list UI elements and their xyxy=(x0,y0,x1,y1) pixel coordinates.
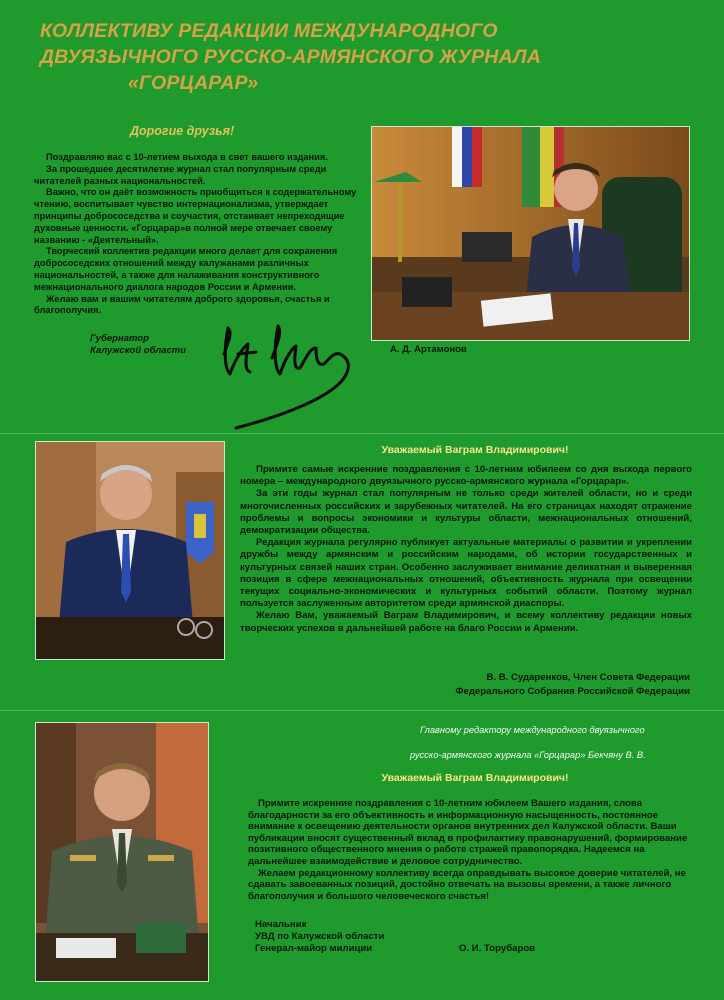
letter1-body xyxy=(34,152,364,317)
letter2-body xyxy=(240,464,692,635)
addressee-line: Главному редактору международного двуязычного xyxy=(420,725,645,735)
section-divider xyxy=(0,433,724,434)
signer-title-line: Губернатор xyxy=(90,333,149,344)
letter1-paragraph: Желаю вам и вашим читателям доброго здоровья, счастья и благополучия. xyxy=(34,293,330,316)
signer-line: Генерал-майор милиции xyxy=(255,943,373,954)
signer-title-line: Калужской области xyxy=(90,345,187,356)
letter2-signer xyxy=(360,671,690,699)
letter1-signer-title xyxy=(90,333,220,357)
letter3-body xyxy=(248,798,688,902)
letter1-paragraph: Важно, что он даёт возможность приобщиться к содержательному чтению, воспитывает чувство интернационализма, утверждает принципы добрососедства и соучастия, отстаивает непреходящие духовные ценности. «Горцарар»в полной мере отвечает своему названию - «Деятельный». xyxy=(34,187,357,245)
letter2-paragraph: Примите самые искренние поздравления с 10-летним юбилеем со дня выхода первого номера – международного двуязычного русско-армянского журнала «Горцарар». xyxy=(240,464,692,488)
letter2-paragraph: Редакция журнала регулярно публикует актуальные материалы о развитии и укреплении дружбы между армянским и российским народами, об истории государственных и культурных связей наших стран. Особенно заслуживает внимание деликатная и выверенная позиция в сфере межнациональных отношений, объективность журнала при освещении текущих социально-экономических и культурных событий области. Поэтому журнал пользуется заслуженным авторитетом среди армянской диаспоры. xyxy=(240,537,692,610)
letter3-signer-name: О. И. Торубаров xyxy=(459,943,536,954)
page-title xyxy=(40,18,640,96)
letter2-paragraph: Желаю Вам, уважаемый Ваграм Владимирович, и всему коллективу редакции новых творческих успехов в дальнейшей работе на благо России и Армении. xyxy=(240,610,692,634)
letter1-greeting: Дорогие друзья! xyxy=(130,124,235,138)
handwritten-signature xyxy=(212,318,372,430)
letter1-paragraph: Творческий коллектив редакции много делает для сохранения добрососедских отношений между калужанами различных национальностей, а также для налаживания конструктивного межнационального диалога народов России и Армении. xyxy=(34,246,338,292)
letter1-signer-name: А. Д. Артамонов xyxy=(390,344,467,355)
signer-line: Начальник xyxy=(255,919,307,930)
addressee-line: русско-армянского журнала «Горцарар» Бекчяну В. В. xyxy=(410,750,646,760)
governor-photo xyxy=(371,126,690,341)
title-line-3: «ГОРЦАРАР» xyxy=(128,72,259,94)
letter3-paragraph: Примите искренние поздравления с 10-летним юбилеем Вашего издания, слова благодарности за его объективность и информационную насыщенность, постоянное внимание к освещению деятельности органов внутренних дел Калужской области. Ваши публикации вносят существенный вклад в профилактику правонарушений, формирование позитивного общественного мнения о работе стражей правопорядка. Надеемся на дальнейшее взаимодействие и деловое сотрудничество. xyxy=(248,798,688,867)
letter1-paragraph: За прошедшее десятилетие журнал стал популярным среди читателей разных национальностей. xyxy=(34,163,327,186)
letter2-paragraph: За эти годы журнал стал популярным не только среди жителей области, но и среди многочисленных российских и зарубежных читателей. На его страницах находят отражение проблемы и вопросы экономики и культуры области, межнациональных отношений, демократизации общества. xyxy=(240,488,692,537)
signer-line: УВД по Калужской области xyxy=(255,931,385,942)
senator-photo xyxy=(35,441,225,660)
title-line-1: КОЛЛЕКТИВУ РЕДАКЦИИ МЕЖДУНАРОДНОГО xyxy=(40,20,498,42)
letter1-paragraph: Поздравляю вас с 10-летием выхода в свет вашего издания. xyxy=(46,152,328,162)
letter3-paragraph: Желаем редакционному коллективу всегда оправдывать высокое доверие читателей, не сдавать завоеванных позиций, достойно отвечать на вызовы времени, а также личного благополучия и большого человеческого счастья! xyxy=(248,867,686,902)
letter3-greeting: Уважаемый Ваграм Владимирович! xyxy=(381,772,569,784)
signer-line: Федерального Собрания Российской Федерации xyxy=(455,686,690,697)
title-line-2: ДВУЯЗЫЧНОГО РУССКО-АРМЯНСКОГО ЖУРНАЛА xyxy=(40,46,541,68)
police-general-photo xyxy=(35,722,209,982)
section-divider xyxy=(0,710,724,711)
letter3-addressee xyxy=(410,718,700,768)
signer-line: В. В. Сударенков, Член Совета Федерации xyxy=(486,672,690,683)
letter2-greeting: Уважаемый Ваграм Владимирович! xyxy=(381,444,569,456)
